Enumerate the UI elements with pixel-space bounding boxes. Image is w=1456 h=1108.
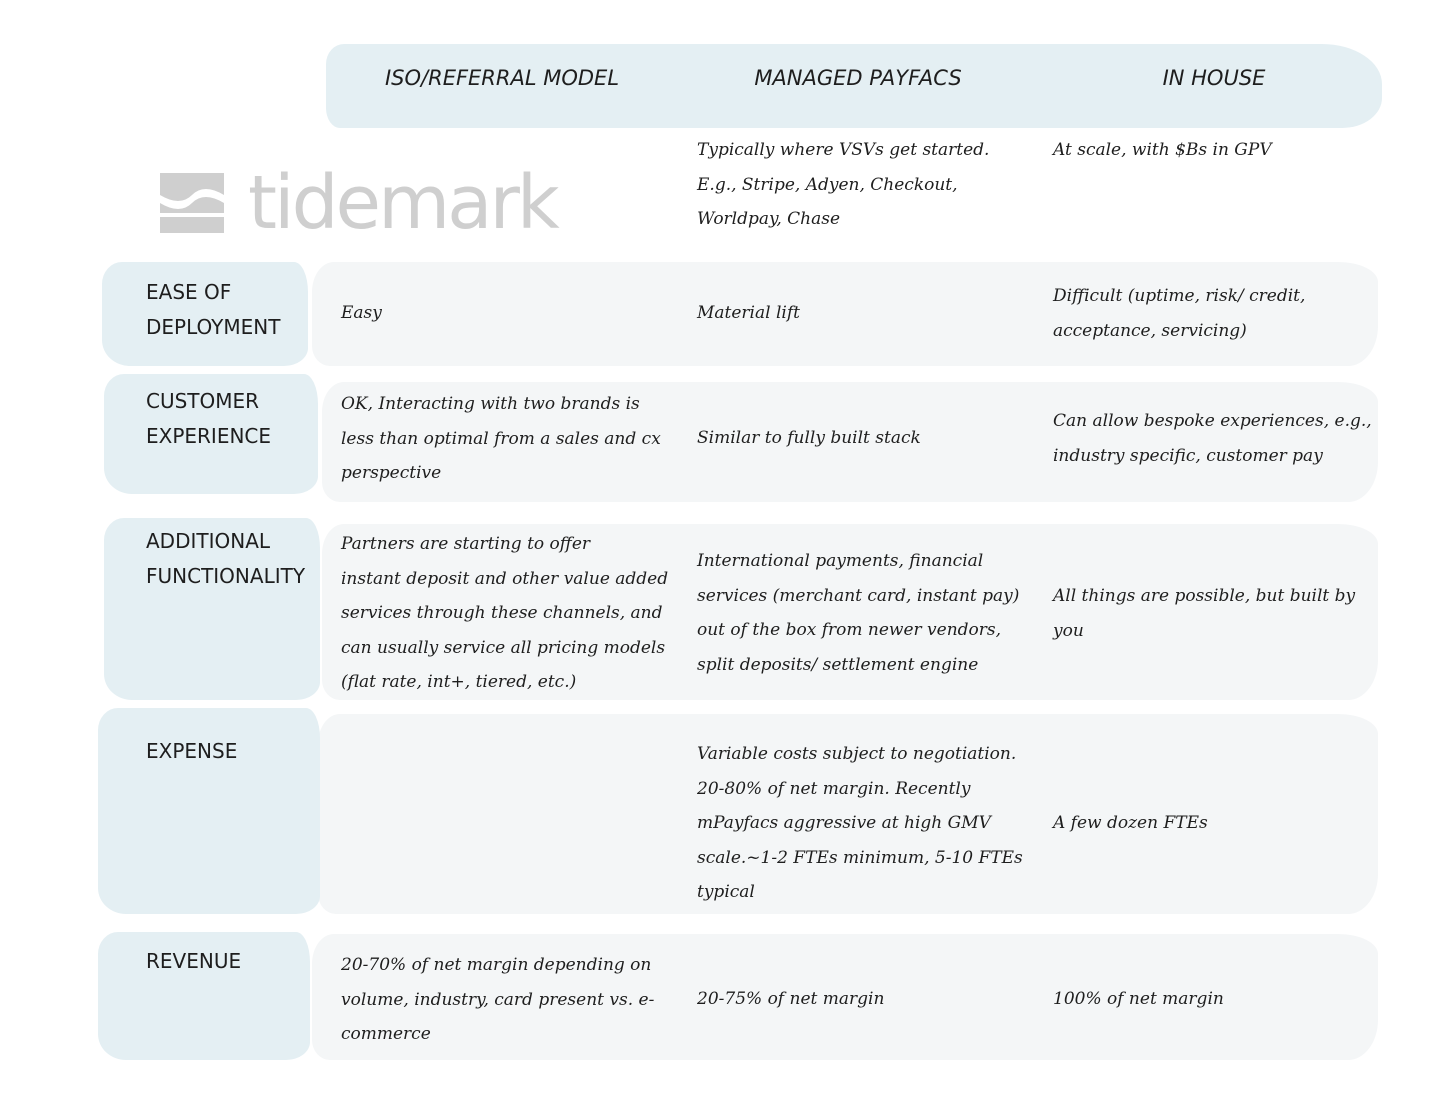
column-header-in-house: IN HOUSE — [1162, 66, 1266, 90]
cell-expense-managed: Variable costs subject to negotiation. 20-80% of net margin. Recently mPayfacs aggressive at high GMV scale.~1-2 FTEs minimum, 5-10 FTEs typical — [697, 744, 1023, 902]
cell-ease-iso: Easy — [341, 303, 382, 323]
cell-revenue-iso: 20-70% of net margin depending on volume, industry, card present vs. e- commerce — [341, 955, 655, 1044]
row-label-ease-of-deployment: EASE OF DEPLOYMENT — [146, 280, 281, 339]
cell-functionality-iso: Partners are starting to offer instant deposit and other value added services through these channels, and can usually service all pricing models (flat rate, int+, tiered, etc.) — [341, 534, 669, 692]
cell-functionality-in-house: All things are possible, but built by you — [1053, 586, 1356, 641]
column-header-managed-payfacs: MANAGED PAYFACS — [754, 66, 962, 90]
cell-revenue-managed: 20-75% of net margin — [697, 989, 885, 1009]
row-label-expense: EXPENSE — [146, 739, 238, 763]
intro-in-house: At scale, with $Bs in GPV — [1053, 140, 1272, 160]
cell-expense-in-house: A few dozen FTEs — [1053, 813, 1208, 833]
cell-cx-in-house: Can allow bespoke experiences, e.g., industry specific, customer pay — [1053, 411, 1372, 466]
cell-revenue-in-house: 100% of net margin — [1053, 989, 1224, 1009]
cell-ease-managed: Material lift — [697, 303, 800, 323]
row-label-revenue: REVENUE — [146, 949, 242, 973]
column-header-iso: ISO/REFERRAL MODEL — [384, 66, 620, 90]
cell-cx-managed: Similar to fully built stack — [697, 428, 921, 448]
cell-functionality-managed: International payments, financial services (merchant card, instant pay) out of the box from newer vendors, split deposits/ settlement engine — [697, 551, 1020, 675]
logo-mark-icon — [160, 173, 224, 233]
intro-managed-payfacs: Typically where VSVs get started. E.g., Stripe, Adyen, Checkout, Worldpay, Chase — [697, 140, 990, 229]
logo-wordmark: tidemark — [248, 160, 557, 246]
cell-ease-in-house: Difficult (uptime, risk/ credit, acceptance, servicing) — [1053, 286, 1306, 341]
cell-cx-iso: OK, Interacting with two brands is less than optimal from a sales and cx perspective — [341, 394, 661, 483]
tidemark-logo — [160, 160, 557, 246]
row-label-additional-functionality: ADDITIONAL FUNCTIONALITY — [146, 529, 306, 588]
row-label-customer-experience: CUSTOMER EXPERIENCE — [146, 389, 272, 448]
